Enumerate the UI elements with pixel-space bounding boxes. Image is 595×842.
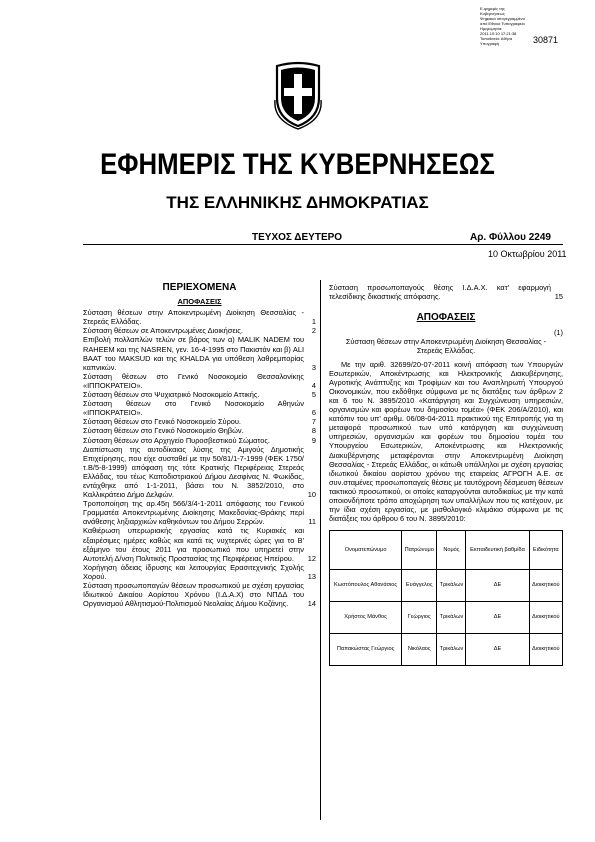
decisions-heading: ΑΠΟΦΑΣΕΙΣ bbox=[416, 312, 476, 324]
toc-item-text: Επιβολή πολλαπλών τελών σε βάρος των α) MALIK NADEM του RAHEEM και της NASREN, γεν. 16-4-1995 στο Πακιστάν και β) ALI BAAT του MAKSUD και της KHALDA για υπόθεση λαθρεμπορίας καπνικών. bbox=[83, 335, 304, 372]
toc-item-page: 7 bbox=[311, 417, 316, 427]
decision-subject: Σύσταση θέσεων στην Αποκεντρωμένη Διοίκηση Θεσσαλίας - Στερεάς Ελλάδας. bbox=[345, 337, 547, 356]
toc-item[interactable] bbox=[83, 390, 316, 399]
stamp-line: Ημερομηνία: bbox=[480, 26, 503, 31]
toc-item[interactable] bbox=[329, 283, 563, 301]
toc-item[interactable] bbox=[83, 417, 316, 426]
toc-item-text: Σύσταση προσωποπαγούς θέσης Ι.Δ.Α.Χ. κατ' εφαρμογή τελεσίδικης δικαστικής απόφασης. bbox=[329, 283, 551, 302]
column-header: Εκπαιδευτική βαθμίδα bbox=[466, 531, 529, 570]
table-cell: Τρικάλων bbox=[437, 634, 466, 666]
toc-item-text: Σύσταση θέσεων στην Αποκεντρωμένη Διοίκηση Θεσσαλίας - Στερεάς Ελλάδας. bbox=[83, 308, 304, 327]
toc-item-text: Χορήγηση άδειας ίδρυσης και λειτουργίας Ερασιτεχνικής Σχολής Χορού. bbox=[83, 562, 304, 581]
column-header: Ονοματεπώνυμο bbox=[330, 531, 402, 570]
toc-item-page: 12 bbox=[307, 553, 316, 563]
table-cell: Ευάγγελος bbox=[402, 570, 437, 602]
table-cell: ΔΕ bbox=[466, 634, 529, 666]
table-of-contents bbox=[83, 283, 316, 608]
stamp-line: από Εθνικό Τυπογραφείο bbox=[480, 21, 525, 26]
toc-item-page: 8 bbox=[311, 426, 316, 436]
toc-item-text: Σύσταση θέσεων στο Γενικό Νοσοκομείο Σύρου. bbox=[83, 417, 241, 427]
toc-item[interactable] bbox=[83, 526, 316, 562]
issue-date: 10 Οκτωβρίου 2011 bbox=[488, 249, 567, 259]
toc-section-heading: ΑΠΟΦΑΣΕΙΣ bbox=[177, 297, 222, 307]
toc-item-page: 3 bbox=[311, 362, 316, 372]
table-cell: Χρήστος Μάνθος bbox=[330, 602, 402, 634]
toc-item-page: 4 bbox=[311, 380, 316, 390]
toc-item-text: Καθιέρωση υπερωριακής εργασίας κατά τις Κυριακές και εξαιρέσιμες ημέρες καθώς και κατά τις νυχτερινές ώρες για το Β' εξάμηνο του έτους 2011 για προσωπικό που υπηρετεί στην Αυτοτελή Δ/νση Πολιτικής Προστασίας της Περιφέρειας Ηπείρου. bbox=[83, 526, 304, 563]
toc-item-text: Σύσταση θέσεων στο Αρχηγείο Πυροσβεστικού Σώματος. bbox=[83, 435, 270, 445]
issue-type: ΤΕΥΧΟΣ ΔΕΥΤΕΡΟ bbox=[252, 232, 343, 243]
stamp-line: Υπογραφή bbox=[480, 41, 500, 46]
toc-item-text: Σύσταση θέσεων σε Αποκεντρωμένες Διοικήσεις. bbox=[83, 326, 243, 336]
toc-item[interactable] bbox=[83, 399, 316, 417]
table-cell: Κωστόπουλος Αθανάσιος bbox=[330, 570, 402, 602]
employees-table bbox=[329, 530, 563, 666]
toc-item[interactable] bbox=[83, 436, 316, 445]
table-cell: Νικόλαος bbox=[402, 634, 437, 666]
page-title: ΕΦΗΜΕΡΙΣ ΤΗΣ ΚΥΒΕΡΝΗΣΕΩΣ bbox=[100, 148, 495, 181]
stamp-line: Κυβερνήσεως bbox=[480, 11, 505, 16]
toc-item-text: Τροποποίηση της αρ.45η 566/3/4-1-2011 απόφασης του Γενικού Γραμματέα Αποκεντρωμένης Διοίκησης Μακεδονίας-Θράκης περί ανάθεσης ληξιαρχικών καθηκόντων του Δήμου Σερρών. bbox=[83, 499, 304, 527]
toc-item-text: Σύσταση θέσεων στο Ψυχιατρικό Νοσοκομείο Αττικής. bbox=[83, 390, 260, 400]
toc-item-page: 15 bbox=[554, 292, 563, 302]
toc-item[interactable] bbox=[83, 308, 316, 326]
toc-item[interactable] bbox=[83, 326, 316, 335]
toc-item-text: Σύσταση θέσεων στο Γενικό Νοσοκομείο Θηβών. bbox=[83, 426, 244, 436]
table-cell: Γεώργιος bbox=[402, 602, 437, 634]
coat-of-arms-icon bbox=[273, 60, 323, 130]
table-row bbox=[330, 602, 563, 634]
table-cell: Παπακώστας Γεώργιος bbox=[330, 634, 402, 666]
toc-item-text: Σύσταση προσωποπαγών θέσεων προσωπικού με σχέση εργασίας Ιδιωτικού Δικαίου Αορίστου Χρόνου (Ι.Δ.Α.Χ) στο ΝΠΔΔ του Οργανισμού Αθλητισμού-Πολιτισμού Νεολαίας Δήμου Κοζάνης. bbox=[83, 581, 304, 609]
toc-item-page: 11 bbox=[308, 517, 316, 527]
toc-item[interactable] bbox=[83, 372, 316, 390]
column-header: Πατρώνυμο bbox=[402, 531, 437, 570]
decision-body: Με την αριθ. 32699/20-07-2011 κοινή απόφαση των Υπουργών Εσωτερικών, Αποκέντρωσης και Ηλεκτρονικής Διακυβέρνησης, Αγροτικής Ανάπτυξης και Τροφίμων και του Αναπληρωτή Υπουργού Οικονομικών, που εκδόθηκε σύμφωνα με τις διατάξεις των άρθρων 2 και 6 του Ν. 3895/2010 «Κατάργηση και Συγχώνευση υπηρεσιών, οργανισμών και φορέων του δημοσίου τομέα» (ΦΕΚ 206/Α/2010), και κατόπιν του υπ' αριθμ. 06/08-04-2011 πρακτικού της Επιτροπής για τη μεταφορά προσωπικού των υπό κατάργηση και συγχώνευση υπηρεσιών, οργανισμών και φορέων του δημοσίου τομέα του Υπουργείου Εσωτερικών, Αποκέντρωσης και Ηλεκτρονικής Διακυβέρνησης μεταφέρονται στην Αποκεντρωμένη Διοίκηση Θεσσαλίας - Στερεάς Ελλάδας, οι κάτωθι υπάλληλοι με σχέση εργασίας ιδιωτικού δικαίου αορίστου χρόνου της εταιρείας ΑΓΡΟΓΗ Α.Ε. σε συν.σταμένες προσωποπαγείς θέσεις με ταυτόχρονη δέσμευση θέσεων τακτικού προσωπικού, οι οποίες καταργούνται αυτοδικαίως με την κατά οποιονδήποτε τρόπο αποχώρηση των υπαλλήλων που τις κατέχουν, με την ίδια σχέση εργασίας, με μισθολογικό κλιμάκιο σύμφωνα με τις διατάξεις του άρθρου 6 του Ν. 3895/2010: bbox=[329, 359, 563, 524]
stamp-line: Τοποθεσία: Αθήνα bbox=[480, 36, 513, 41]
table-cell: Τρικάλων bbox=[437, 570, 466, 602]
table-cell: Διοικητικού bbox=[529, 570, 562, 602]
table-cell: Διοικητικού bbox=[529, 634, 562, 666]
toc-item-text: Σύσταση θέσεων στο Γενικό Νοσοκομείο Αθηνών «ΙΠΠΟΚΡΑΤΕΙΟ». bbox=[83, 399, 304, 418]
decisions-column bbox=[329, 283, 563, 666]
decision-number: (1) bbox=[553, 328, 563, 338]
toc-item[interactable] bbox=[83, 499, 316, 526]
toc-item[interactable] bbox=[83, 426, 316, 435]
toc-item-page: 13 bbox=[307, 571, 316, 581]
toc-item-page: 2 bbox=[311, 326, 316, 336]
table-cell: ΔΕ bbox=[466, 602, 529, 634]
toc-item-page: 5 bbox=[311, 390, 316, 400]
toc-item-page: 10 bbox=[307, 490, 316, 500]
toc-item-page: 6 bbox=[311, 408, 316, 418]
table-cell: ΔΕ bbox=[466, 570, 529, 602]
page-subtitle: ΤΗΣ ΕΛΛΗΝΙΚΗΣ ΔΗΜΟΚΡΑΤΙΑΣ bbox=[166, 193, 429, 212]
stamp-line: 2011.10.10 17:21:38 bbox=[480, 31, 517, 36]
stamp-line: Ψηφιακά υπογεγραμμένο bbox=[480, 16, 525, 21]
table-row bbox=[330, 570, 563, 602]
table-cell: Τρικάλων bbox=[437, 602, 466, 634]
toc-item[interactable] bbox=[83, 445, 316, 500]
toc-item-page: 14 bbox=[307, 599, 316, 609]
sheet-number: Αρ. Φύλλου 2249 bbox=[470, 232, 551, 243]
toc-item[interactable] bbox=[83, 563, 316, 581]
toc-heading: ΠΕΡΙΕΧΟΜΕΝΑ bbox=[162, 282, 237, 293]
table-cell: Διοικητικού bbox=[529, 602, 562, 634]
page-number: 30871 bbox=[533, 35, 559, 45]
toc-item[interactable] bbox=[83, 581, 316, 608]
table-row bbox=[330, 634, 563, 666]
toc-item[interactable] bbox=[83, 335, 316, 371]
toc-item-text: Διαπίστωση της αυτοδίκαιας λύσης της Αμιγούς Δημοτικής Επιχείρησης, που είχε συσταθεί με την 50/81/1-7-1999 (ΦΕΚ 1750/τ.Β/5-8-1999) απόφαση της τότε Κρατικής Περιφέρειας Στερεάς Ελλάδας, του τέως Καποδιστριακού Δήμου Δεσφίνας Ν. Φωκίδας, εντάχθηκε από 1-1-2011, βάσει του Ν. 3852/2010, στο Καλλικράτειο Δήμο Δελφών. bbox=[83, 444, 304, 500]
column-header: Νομός bbox=[437, 531, 466, 570]
column-divider bbox=[320, 280, 321, 820]
header-divider bbox=[83, 244, 563, 245]
stamp-line: Ε-φημερίς της bbox=[480, 6, 505, 11]
table-header-row bbox=[330, 531, 563, 570]
toc-item-page: 1 bbox=[311, 317, 316, 327]
column-header: Ειδικότητα bbox=[529, 531, 562, 570]
toc-item-text: Σύσταση θέσεων στο Γενικό Νοσοκομείο Θεσσαλονίκης «ΙΠΠΟΚΡΑΤΕΙΟ». bbox=[83, 371, 304, 390]
toc-item-page: 9 bbox=[311, 435, 316, 445]
